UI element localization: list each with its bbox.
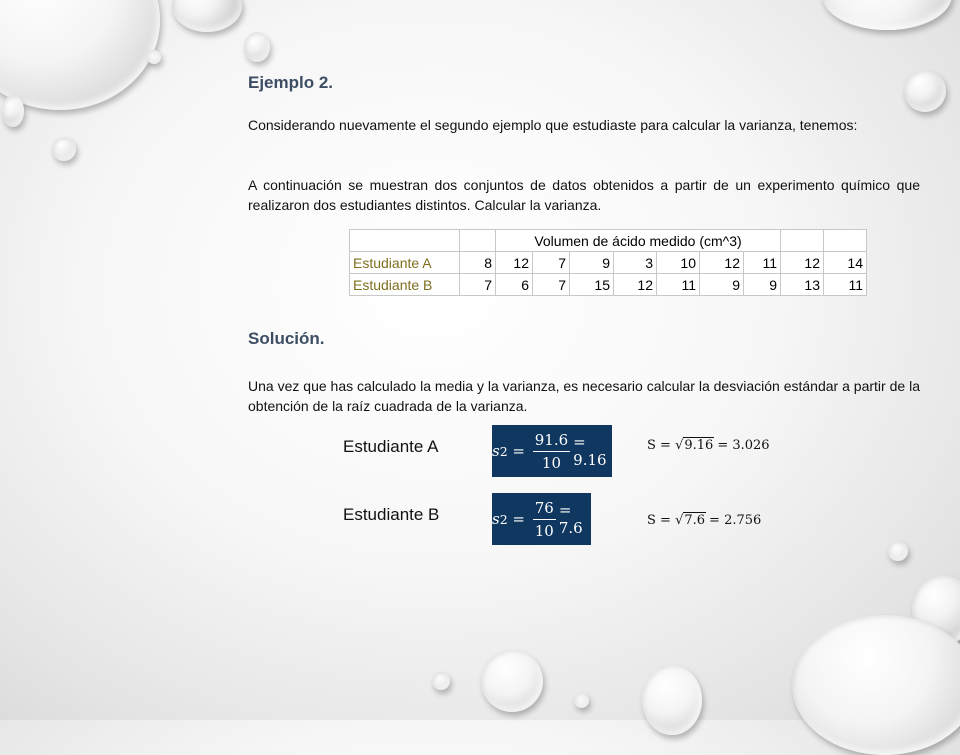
variance-numerator: 76 [533,499,556,520]
std-dev-formula-b [647,512,761,528]
water-drop-decoration [904,70,946,112]
std-dev-formula-a [647,437,770,453]
table-cell: 12 [700,252,744,274]
sqrt-icon: √ [670,437,684,453]
sqrt-icon: √ [670,512,684,528]
table-cell: 9 [744,274,781,296]
water-drop-decoration [888,541,908,561]
table-cell [460,230,496,252]
table-cell [824,230,867,252]
table-cell: 9 [570,252,614,274]
variance-exponent: 2 [499,443,508,459]
table-cell: 13 [781,274,824,296]
water-drop-decoration [244,32,270,62]
table-cell: 3 [614,252,657,274]
table-cell: 12 [496,252,533,274]
data-table [349,229,867,296]
water-drop-decoration [432,672,450,690]
table-cell: 11 [824,274,867,296]
water-drop-decoration [822,0,952,30]
variance-formula-a [492,425,612,477]
water-drop-decoration [0,0,160,110]
example-paragraph-1: Considerando nuevamente el segundo ejemplo que estudiaste para calcular la varianza, tenemos: [248,117,858,133]
variance-numerator: 91.6 [533,431,570,452]
std-dev-symbol: S = [647,437,671,453]
example-title: Ejemplo 2. [248,73,334,92]
table-cell: 12 [614,274,657,296]
std-dev-result: = 2.756 [709,512,762,528]
variance-exponent: 2 [499,511,508,527]
equals-sign: = [507,510,530,528]
table-cell: 7 [533,274,570,296]
water-drop-decoration [642,665,702,735]
table-cell: 7 [460,274,496,296]
water-drop-decoration [52,137,76,161]
table-header-cell: Volumen de ácido medido (cm^3) [496,230,781,252]
variance-denominator: 10 [541,453,562,472]
table-cell: 12 [781,252,824,274]
table-row [350,274,867,296]
row-label: Estudiante A [350,252,460,274]
example-paragraph-2: A continuación se muestran dos conjuntos de datos obtenidos a partir de un experimento químico que realizaron dos estudiantes distintos. Calcular la varianza. [248,177,920,213]
variance-symbol: s [492,442,500,460]
equals-sign: = [507,442,530,460]
variance-formula-b [492,493,591,545]
water-drop-decoration [574,693,589,708]
table-cell: 14 [824,252,867,274]
table-cell: 11 [744,252,781,274]
variance-symbol: s [492,510,500,528]
table-cell: 9 [700,274,744,296]
variance-fraction [533,499,556,540]
variance-denominator: 10 [534,521,554,540]
water-drop-decoration [2,95,24,127]
solution-paragraph: Una vez que has calculado la media y la varianza, es necesario calcular la desviación estándar a partir de la obtención de la raíz cuadrada de la varianza. [248,378,920,414]
table-cell: 11 [657,274,700,296]
student-b-label: Estudiante B [343,505,440,524]
table-row [350,252,867,274]
table-cell: 7 [533,252,570,274]
table-cell: 10 [657,252,700,274]
table-cell [350,230,460,252]
water-drop-decoration [481,650,543,712]
table-cell: 8 [460,252,496,274]
water-drop-decoration [147,50,161,64]
std-dev-radicand: 7.6 [684,513,706,528]
variance-result: = 7.6 [558,501,583,537]
variance-fraction [533,431,570,472]
student-a-label: Estudiante A [343,437,439,456]
table-cell [781,230,824,252]
water-drop-decoration [172,0,242,32]
row-label: Estudiante B [350,274,460,296]
water-drop-decoration [792,615,960,755]
variance-result: = 9.16 [573,433,607,469]
table-cell: 6 [496,274,533,296]
std-dev-radicand: 9.16 [684,438,714,453]
std-dev-result: = 3.026 [717,437,770,453]
solution-title: Solución. [248,329,325,348]
table-cell: 15 [570,274,614,296]
table-header-row [350,230,867,252]
std-dev-symbol: S = [647,512,671,528]
